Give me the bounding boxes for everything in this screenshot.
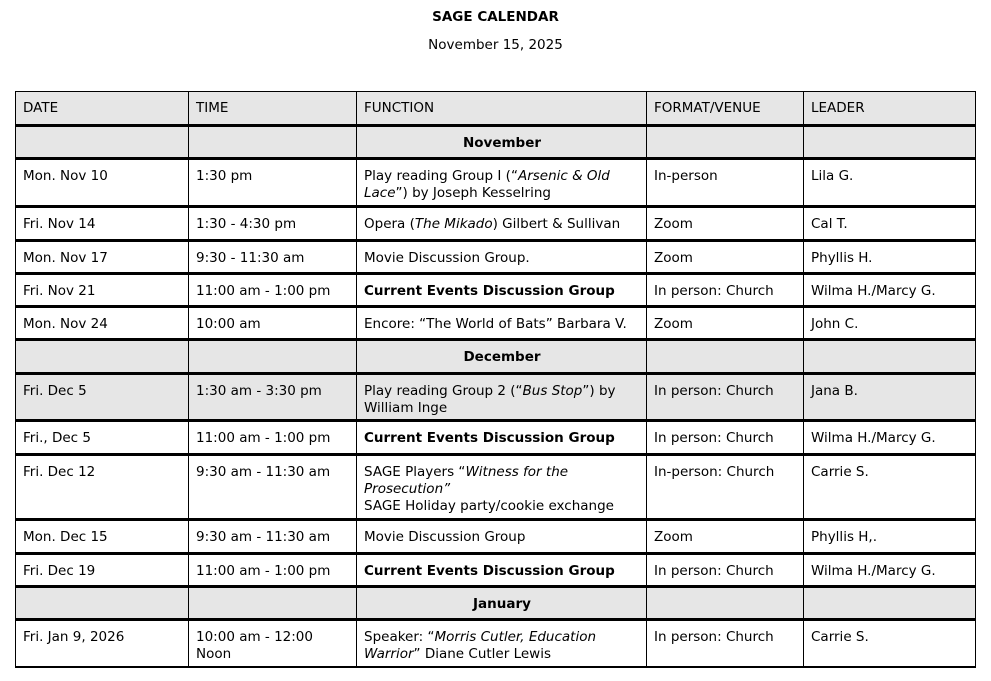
row-function: Encore: “The World of Bats” Barbara V. bbox=[357, 307, 647, 340]
row-date: Mon. Nov 24 bbox=[16, 307, 189, 340]
row-time: 9:30 am - 11:30 am bbox=[189, 455, 357, 520]
row-date: Fri. Nov 14 bbox=[16, 207, 189, 241]
row-format: In person: Church bbox=[647, 554, 804, 587]
table-row bbox=[16, 554, 976, 587]
month-label: January bbox=[357, 587, 647, 620]
row-format: Zoom bbox=[647, 307, 804, 340]
row-date: Fri. Jan 9, 2026 bbox=[16, 620, 189, 667]
row-leader: Carrie S. bbox=[804, 455, 976, 520]
row-leader: Jana B. bbox=[804, 374, 976, 421]
row-date: Fri., Dec 5 bbox=[16, 421, 189, 455]
row-format: Zoom bbox=[647, 207, 804, 241]
month-row-january bbox=[16, 587, 976, 620]
row-function: Opera (The Mikado) Gilbert & Sullivan bbox=[357, 207, 647, 241]
table-row bbox=[16, 307, 976, 340]
header-leader: LEADER bbox=[804, 92, 976, 126]
table-row bbox=[16, 620, 976, 667]
row-leader: Phyllis H. bbox=[804, 241, 976, 274]
row-format: In person: Church bbox=[647, 274, 804, 307]
row-leader: Carrie S. bbox=[804, 620, 976, 667]
header-date: DATE bbox=[16, 92, 189, 126]
row-time: 1:30 - 4:30 pm bbox=[189, 207, 357, 241]
row-leader: Wilma H./Marcy G. bbox=[804, 274, 976, 307]
row-leader: Cal T. bbox=[804, 207, 976, 241]
row-function: Speaker: “Morris Cutler, Education Warrior” Diane Cutler Lewis bbox=[357, 620, 647, 667]
row-time: 10:00 am bbox=[189, 307, 357, 340]
header-format: FORMAT/VENUE bbox=[647, 92, 804, 126]
row-format: In person: Church bbox=[647, 374, 804, 421]
row-format: Zoom bbox=[647, 241, 804, 274]
month-label: December bbox=[357, 340, 647, 374]
header-function: FUNCTION bbox=[357, 92, 647, 126]
row-format: In-person bbox=[647, 159, 804, 207]
row-function: SAGE Players “Witness for the Prosecution” SAGE Holiday party/cookie exchange bbox=[357, 455, 647, 520]
document-date: November 15, 2025 bbox=[428, 37, 563, 53]
table-row bbox=[16, 421, 976, 455]
row-time: 1:30 am - 3:30 pm bbox=[189, 374, 357, 421]
row-function: Current Events Discussion Group bbox=[357, 421, 647, 455]
header-row bbox=[16, 92, 976, 126]
table-row bbox=[16, 159, 976, 207]
table-row bbox=[16, 455, 976, 520]
row-leader: Wilma H./Marcy G. bbox=[804, 421, 976, 455]
row-leader: Wilma H./Marcy G. bbox=[804, 554, 976, 587]
header-time: TIME bbox=[189, 92, 357, 126]
row-time: 11:00 am - 1:00 pm bbox=[189, 274, 357, 307]
row-date: Fri. Dec 12 bbox=[16, 455, 189, 520]
row-time: 9:30 - 11:30 am bbox=[189, 241, 357, 274]
month-row-december bbox=[16, 340, 976, 374]
row-date: Mon. Nov 17 bbox=[16, 241, 189, 274]
table-row bbox=[16, 274, 976, 307]
row-time: 10:00 am - 12:00 Noon bbox=[189, 620, 357, 667]
row-function: Movie Discussion Group. bbox=[357, 241, 647, 274]
table-row bbox=[16, 520, 976, 554]
row-date: Fri. Dec 5 bbox=[16, 374, 189, 421]
row-time: 11:00 am - 1:00 pm bbox=[189, 421, 357, 455]
row-date: Fri. Nov 21 bbox=[16, 274, 189, 307]
row-function: Current Events Discussion Group bbox=[357, 554, 647, 587]
row-date: Mon. Nov 10 bbox=[16, 159, 189, 207]
row-time: 1:30 pm bbox=[189, 159, 357, 207]
row-time: 11:00 am - 1:00 pm bbox=[189, 554, 357, 587]
table-row bbox=[16, 374, 976, 421]
row-function: Play reading Group 2 (“Bus Stop”) by William Inge bbox=[357, 374, 647, 421]
row-date: Mon. Dec 15 bbox=[16, 520, 189, 554]
row-leader: Lila G. bbox=[804, 159, 976, 207]
row-date: Fri. Dec 19 bbox=[16, 554, 189, 587]
row-function: Play reading Group I (“Arsenic & Old Lace”) by Joseph Kesselring bbox=[357, 159, 647, 207]
row-format: In person: Church bbox=[647, 421, 804, 455]
row-time: 9:30 am - 11:30 am bbox=[189, 520, 357, 554]
month-row-november bbox=[16, 126, 976, 159]
table-row bbox=[16, 207, 976, 241]
row-function: Current Events Discussion Group bbox=[357, 274, 647, 307]
row-format: In-person: Church bbox=[647, 455, 804, 520]
month-label: November bbox=[357, 126, 647, 159]
row-leader: Phyllis H,. bbox=[804, 520, 976, 554]
row-format: In person: Church bbox=[647, 620, 804, 667]
row-format: Zoom bbox=[647, 520, 804, 554]
table-row bbox=[16, 241, 976, 274]
document-title: SAGE CALENDAR bbox=[432, 9, 559, 25]
row-function: Movie Discussion Group bbox=[357, 520, 647, 554]
calendar-table bbox=[15, 91, 976, 668]
row-leader: John C. bbox=[804, 307, 976, 340]
